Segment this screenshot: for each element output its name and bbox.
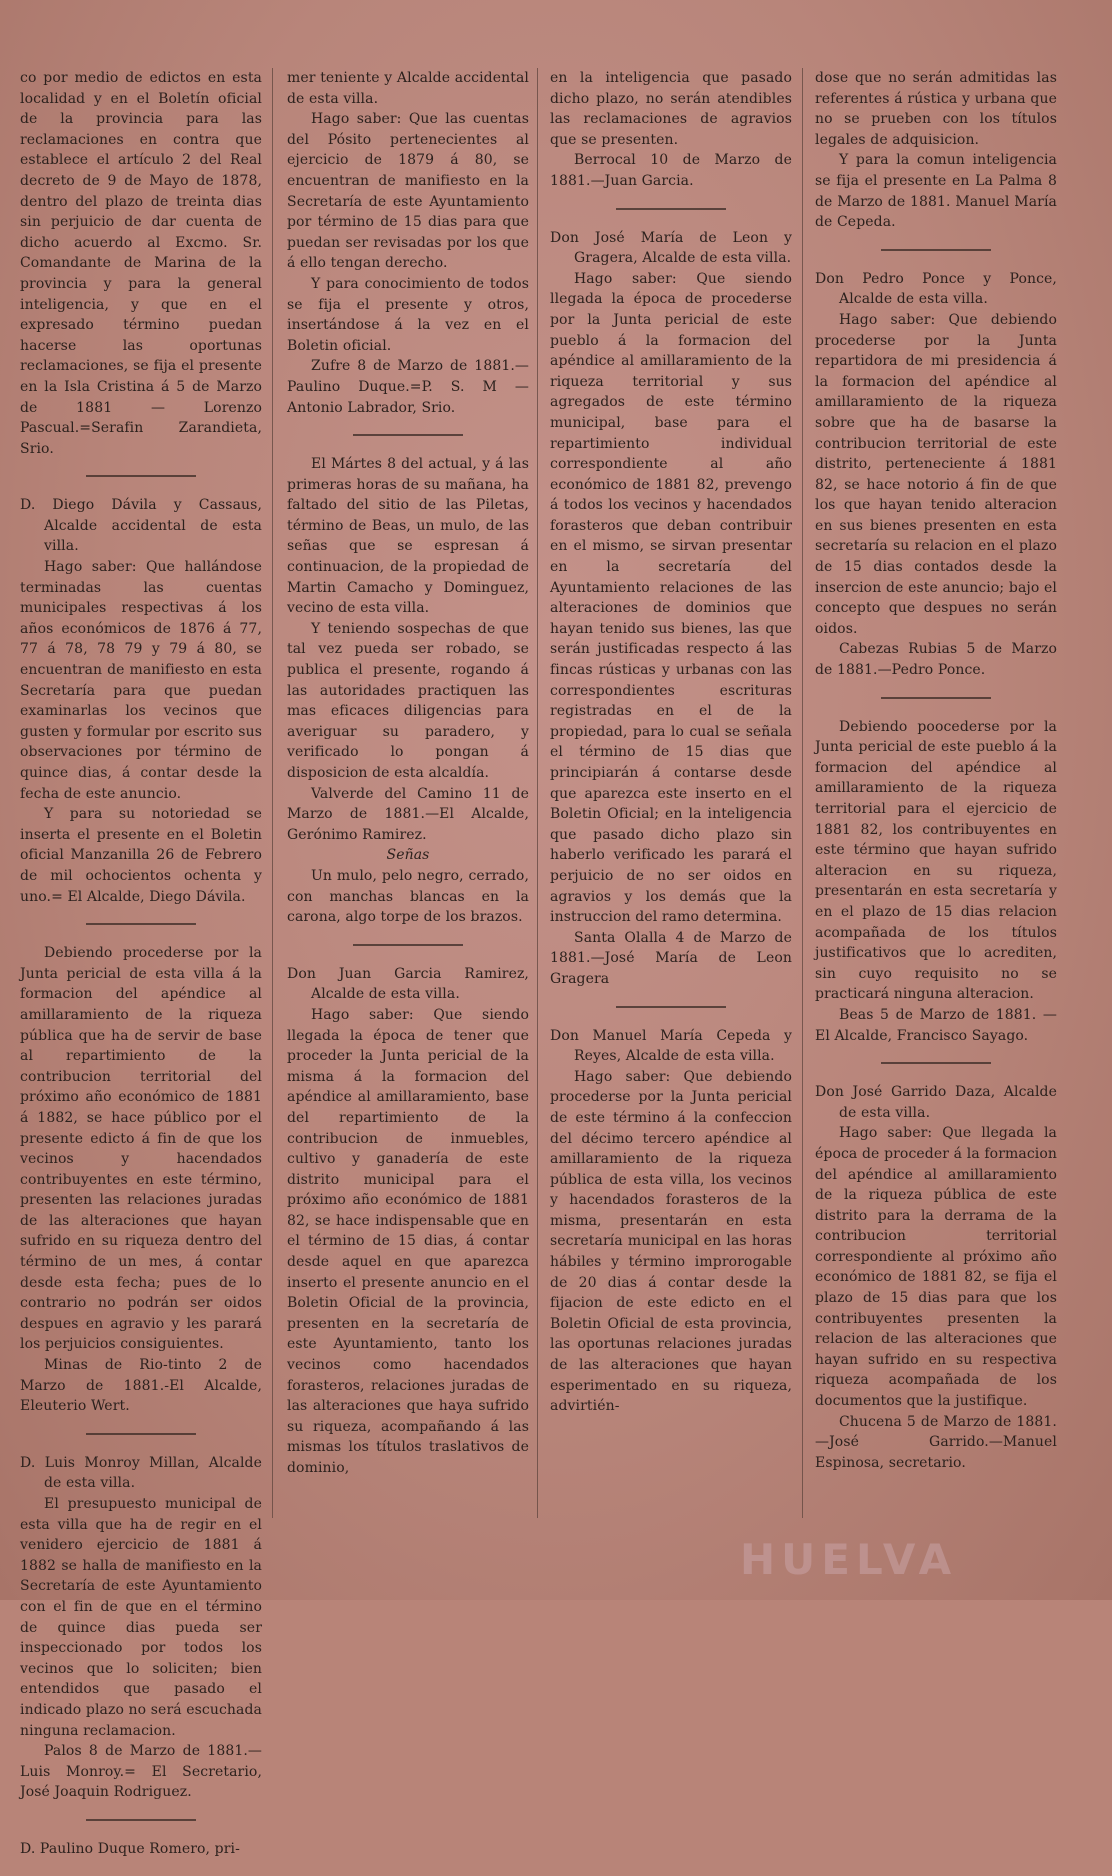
paragraph: Debiendo poocederse por la Junta pericial de este pueblo á la formacion del apéndice al amillaramiento de la riqueza territorial para el ejercicio de 1881 82, los contribuyentes en este término que hayan sufrido alteracion en su riqueza, presentarán en esta secretaría y en el plazo de 15 dias relacion acompañada de los títulos justificativos que lo acrediten, sin cuyo requisito no se practicará ninguna alteracion. [815,718,1057,1003]
paragraph: Berrocal 10 de Marzo de 1881.—Juan Garcia. [550,152,792,189]
notice-heading: Don José María de Leon y Gragera, Alcalde de esta villa. [550,229,792,267]
notice-heading: Don Pedro Ponce y Ponce, Alcalde de esta villa. [815,270,1057,308]
separator-rule [86,475,196,477]
paragraph: Hago saber: Que siendo llegada la época de procederse por la Junta pericial de este pueblo á la formacion del apéndice al amillaramiento de la riqueza territorial y sus agregados de este término municipal, base para el repartimiento individual correspondiente al año económico de 1881 82, prevengo á todos los vecinos y hacendados forasteros que deban contribuir en el mismo, se sirvan presentar en la secretaría del Ayuntamiento relaciones de las alteraciones de dominios que hayan tenido sus bienes, las que serán justificadas respecto á las fincas rústicas y urbanas con las correspondientes escrituras registradas en el de la propiedad, para lo cual se señala el término de 15 dias que principiarán á contarse desde que aparezca este inserto en el Boletin Oficial; en la inteligencia que pasado dicho plazo sin haberlo verificado les parará el perjuicio de no ser oidos en agravios y los demás que la instruccion del ramo determina. [550,270,792,926]
paragraph: Y teniendo sospechas de que tal vez pueda ser robado, se publica el presente, rogando á las autoridades practiquen las mas eficaces diligencias para averiguar su paradero, y verificado lo pongan á disposicion de esta alcaldía. [287,620,529,781]
separator-rule [881,249,991,251]
paragraph: co por medio de edictos en esta localidad y en el Boletín oficial de la provincia para las reclamaciones en contra que establece el artículo 2 del Real decreto de 9 de Mayo de 1878, dentro del plazo de treinta dias sin perjuicio de dar cuenta de dicho acuerdo al Excmo. Sr. Comandante de Marina de la provincia y para la general inteligencia, y que en el expresado término puedan hacerse las oportunas reclamaciones, se fija el presente en la Isla Cristina á 5 de Marzo de 1881 — Lorenzo Pascual.=Serafin Zarandieta, Srio. [20,70,262,457]
column-divider [537,68,538,1518]
separator-rule [86,1433,196,1435]
notice-cabezas-rubias [815,269,1057,681]
notice-heading: Don Juan Garcia Ramirez, Alcalde de esta villa. [287,965,529,1003]
paragraph: El Mártes 8 del actual, y á las primeras horas de su mañana, ha faltado del sitio de las Piletas, término de Beas, un mulo, de las señas que se espresan á continuacion, de la propiedad de Martin Camacho y Dominguez, vecino de esta villa. [287,456,529,617]
senas-title: Señas [386,847,430,864]
paragraph: Hago saber: Que las cuentas del Pósito pertenecientes al ejercicio de 1879 á 80, se encuentran de manifiesto en la Secretaría de este Ayuntamiento por término de 15 dias para que puedan ser revisadas por los que á ello tengan derecho. [287,111,529,272]
paragraph: Cabezas Rubias 5 de Marzo de 1881.—Pedro Ponce. [815,641,1057,679]
paragraph: Chucena 5 de Marzo de 1881.—José Garrido.—Manuel Espinosa, secretario. [815,1413,1057,1471]
notice-valverde [287,454,529,928]
column-1 [20,68,262,1876]
paragraph: Minas de Rio-tinto 2 de Marzo de 1881.-El Alcalde, Eleuterio Wert. [20,1357,262,1415]
paragraph: Y para su notoriedad se inserta el presente en el Boletin oficial Manzanilla 26 de Febrero de mil ochocientos ochenta y uno.= El Alcalde, Diego Dávila. [20,806,262,905]
column-divider [802,68,803,1518]
paragraph: dose que no serán admitidas las referentes á rústica y urbana que no se prueben con los títulos legales de adquisicion. [815,70,1057,148]
paragraph: en la inteligencia que pasado dicho plazo, no serán atendibles las reclamaciones de agravios que se presenten. [550,70,792,148]
notice-manzanilla [20,495,262,907]
paragraph: Y para la comun inteligencia se fija el presente en La Palma 8 de Marzo de 1881. Manuel María de Cepeda. [815,152,1057,231]
paragraph: Hago saber: Que debiendo procederse por la Junta repartidora de mi presidencia á la formacion del apéndice al amillaramiento de la riqueza sobre que ha de basarse la contribucion territorial de este distrito, perteneciente á 1881 82, se hace notorio á fin de que los que hayan tenido alteracion en sus bienes presenten en esta secretaría su relacion en el plazo de 15 dias contados desde la insercion de este anuncio; bajo el concepto que despues no serán oidos. [815,311,1057,637]
column-3 [550,68,792,1433]
notice-beas [815,717,1057,1047]
notice-berrocal [287,964,529,1479]
separator-rule [353,944,463,946]
column-4 [815,68,1057,1489]
notice-la-palma [550,1026,792,1417]
paragraph: Y para conocimiento de todos se fija el presente y otros, insertándose á la vez en el Boletin oficial. [287,275,529,354]
separator-rule [881,697,991,699]
column-divider [272,68,273,1518]
paragraph: Beas 5 de Marzo de 1881. —El Alcalde, Francisco Sayago. [815,1006,1057,1044]
notice-heading: D. Paulino Duque Romero, pri- [20,1840,240,1857]
notice-zufre [287,68,529,418]
paragraph: El presupuesto municipal de esta villa que ha de regir en el venidero ejercicio de 1881 á 1882 se halla de manifiesto en la Secretaría de este Ayuntamiento con el fin de que en el término de quince dias pueda ser inspeccionado por todos los vecinos que lo soliciten; bien entendidos que pasado el indicado plazo no será escuchada ninguna reclamacion. [20,1496,262,1739]
notice-palos [20,1453,262,1803]
separator-rule [616,1006,726,1008]
paragraph: mer teniente y Alcalde accidental de esta villa. [287,70,529,107]
paragraph: Hago saber: Que siendo llegada la época de tener que proceder la Junta pericial de la misma á la formacion del apéndice al amillaramiento, base del repartimiento de la contribucion de inmuebles, cultivo y ganadería de este distrito municipal para el próximo año económico de 1881 82, se hace indispensable que en el término de 15 dias, á contar desde aquel en que aparezca inserto el presente anuncio en el Boletin Oficial de la provincia, presenten en la secretaría de este Ayuntamiento, tanto los vecinos como hacendados forasteros, relaciones juradas de las alteraciones que haya sufrido su riqueza, acompañando á las mismas los títulos traslativos de dominio, [287,1006,529,1476]
paragraph: Palos 8 de Marzo de 1881.— Luis Monroy.= El Secretario, José Joaquin Rodriguez. [20,1743,262,1801]
notice-berrocal-cont [550,68,792,192]
notice-santa-olalla [550,228,792,990]
notice-heading: Don José Garrido Daza, Alcalde de esta villa. [815,1084,1057,1121]
archive-watermark: HUELVA [740,1535,958,1584]
paragraph: Hago saber: Que llegada la época de proceder á la formacion del apéndice al amillaramiento de la riqueza pública de este distrito para la derrama de la contribucion territorial correspondiente al próximo año económico de 1881 82, se fija el plazo de 15 dias para que los contribuyentes presenten la relacion de las alteraciones que hayan sufrido en su respectiva riqueza acompañada de los documentos que la justifique. [815,1125,1057,1410]
paragraph: Hago saber: Que debiendo procederse por la Junta pericial de este término á la confeccion del décimo tercero apéndice al amillaramiento de la riqueza pública de esta villa, los vecinos y hacendados forasteros de la misma, presentarán en esta secretaría municipal en las horas hábiles y término improrogable de 20 dias á contar desde la fijacion de este edicto en el Boletin Oficial de esta provincia, las oportunas relaciones juradas de las alteraciones que hayan esperimentado en su riqueza, advirtién- [550,1068,792,1415]
separator-rule [881,1062,991,1064]
column-2 [287,68,529,1495]
separator-rule [616,208,726,210]
notice-rio-tinto [20,943,262,1417]
notice-heading: D. Luis Monroy Millan, Alcalde de esta villa. [20,1454,262,1492]
paragraph: Debiendo procederse por la Junta pericial de esta villa á la formacion del apéndice al amillaramiento de la riqueza pública que ha de servir de base al repartimiento de la contribucion territorial del próximo año económico de 1881 á 1882, se hace público por el presente edicto á fin de que los vecinos y hacendados contribuyentes en este término, presenten las relaciones juradas de las alteraciones que hayan sufrido en su riqueza dentro del término de un mes, á contar desde esta fecha; pues de lo contrario no podrán ser oidos despues en agravio y les parará los perjuicios consiguientes. [20,945,262,1353]
paragraph: Santa Olalla 4 de Marzo de 1881.—José María de Leon Gragera [550,929,792,987]
paragraph: Un mulo, pelo negro, cerrado, con manchas blancas en la carona, algo torpe de los brazos. [287,867,529,926]
paragraph: Zufre 8 de Marzo de 1881.— Paulino Duque.=P. S. M —Antonio Labrador, Srio. [287,358,529,416]
notice-zufre-head [20,1839,262,1860]
paragraph: Valverde del Camino 11 de Marzo de 1881.—El Alcalde, Gerónimo Ramirez. [287,785,529,843]
separator-rule [353,434,463,436]
paragraph: Hago saber: Que hallándose terminadas las cuentas municipales respectivas á los años económicos de 1876 á 77, 77 á 78, 78 79 y 79 á 80, se encuentran de manifiesto en esta Secretaría para que puedan examinarlas los vecinos que gusten y formular por escrito sus observaciones por término de quince dias, á contar desde la fecha de este anuncio. [20,559,262,802]
notice-la-palma-cont [815,68,1057,233]
separator-rule [86,1819,196,1821]
separator-rule [86,923,196,925]
notice-heading: Don Manuel María Cepeda y Reyes, Alcalde de esta villa. [550,1027,792,1065]
notice-isla-cristina [20,68,262,459]
notice-chucena [815,1082,1057,1473]
notice-heading: D. Diego Dávila y Cassaus, Alcalde accidental de esta villa. [20,497,262,555]
